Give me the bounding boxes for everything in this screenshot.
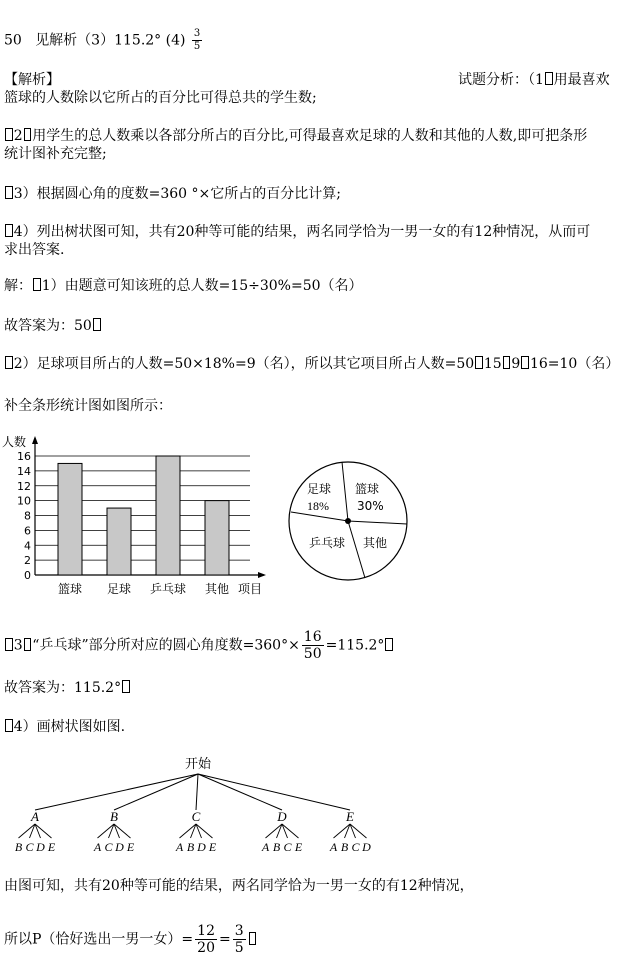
solution-4: 4）画树状图如图. bbox=[4, 718, 125, 736]
tree-leaf: D bbox=[36, 840, 45, 854]
analysis-p3: 3）根据圆心角的度数=360 °×它所占的百分比计算; bbox=[4, 185, 341, 203]
tree-root: 开始 bbox=[184, 757, 212, 772]
pie-label-other: 其他 bbox=[363, 536, 388, 550]
bar-4 bbox=[205, 501, 229, 575]
tree-branch bbox=[35, 774, 198, 810]
analysis-line-1: 篮球的人数除以它所占的百分比可得总共的学生数; bbox=[4, 90, 317, 106]
tree-leaf: C bbox=[104, 840, 113, 854]
pie-label-football: 足球 bbox=[307, 482, 332, 496]
y-axis-label: 人数 bbox=[2, 435, 27, 449]
pie-pct-basketball: 30% bbox=[357, 499, 384, 513]
analysis-p4: 4）列出树状图可知，共有20种等可能的结果，两名同学恰为一男一女的有12种情况，从而可 bbox=[4, 223, 590, 241]
y-tick-label: 4 bbox=[24, 539, 31, 553]
y-tick-label: 10 bbox=[17, 494, 31, 508]
y-tick-label: 12 bbox=[17, 479, 31, 493]
pie-chart bbox=[285, 460, 415, 590]
tree-leaf: D bbox=[115, 840, 124, 854]
fraction-16-50: $\frac{16}{50}$ bbox=[303, 629, 322, 662]
y-tick-label: 2 bbox=[24, 554, 31, 568]
tree-branch bbox=[198, 774, 282, 810]
tree-leaf: E bbox=[208, 840, 217, 854]
answer-3: 故答案为：115.2° bbox=[4, 679, 131, 697]
y-tick-label: 16 bbox=[17, 450, 31, 463]
bar-chart bbox=[0, 430, 275, 600]
pie-label-basketball: 篮球 bbox=[355, 482, 380, 496]
tree-leaf: C bbox=[25, 840, 34, 854]
tree-node-C: C bbox=[191, 809, 201, 824]
answer-fraction: $\frac{3}{5}$ bbox=[193, 28, 201, 52]
tree-leaf: C bbox=[351, 840, 360, 854]
tree-leaf: A bbox=[93, 840, 102, 854]
x-axis-arrow bbox=[258, 572, 266, 578]
analysis-p4-cont: 求出答案. bbox=[4, 242, 65, 258]
pie-divider-2 bbox=[348, 521, 407, 524]
bar-3 bbox=[156, 456, 180, 575]
fraction-12-20: $\frac{12}{20}$ bbox=[197, 923, 215, 956]
analysis-p2-cont: 统计图补充完整; bbox=[4, 146, 107, 162]
solution-2: 2）足球项目所占的人数=50×18%=9（名），所以其它项目所占人数=50 15 9 16=10（名） bbox=[4, 355, 619, 373]
tree-leaf: B bbox=[14, 840, 23, 854]
tree-leaf: D bbox=[362, 840, 371, 854]
solution-1: 解： 1）由题意可知该班的总人数=15÷30%=50（名） bbox=[4, 278, 363, 294]
y-tick-label: 8 bbox=[24, 509, 31, 523]
x-category-label: 其他 bbox=[204, 582, 230, 596]
tree-node-E: E bbox=[346, 809, 354, 824]
tree-branch bbox=[114, 774, 198, 810]
tree-node-B: B bbox=[110, 809, 118, 824]
tree-node-A: A bbox=[31, 809, 39, 824]
probability-line: 所以P（恰好选出一男一女）= $\frac{12}{20}$ = $\frac{3}{5}$ bbox=[4, 924, 257, 955]
solution-4-result: 由图可知，共有20种等可能的结果，两名同学恰为一男一女的有12种情况， bbox=[4, 878, 474, 894]
tree-leaf: E bbox=[294, 840, 303, 854]
tree-leaf: D bbox=[197, 840, 206, 854]
bar-2 bbox=[107, 508, 131, 575]
analysis-p2: 2 用学生的总人数乘以各部分所占的百分比,可得最喜欢足球的人数和其他的人数,即可把条形 bbox=[4, 127, 587, 145]
y-axis-arrow bbox=[32, 436, 38, 444]
x-category-label: 篮球 bbox=[57, 582, 83, 596]
tree-leaf: C bbox=[283, 840, 292, 854]
tree-leaf: A bbox=[261, 840, 270, 854]
y-tick-label: 0 bbox=[24, 569, 31, 582]
y-tick-label: 14 bbox=[17, 464, 31, 478]
tree-leaf: E bbox=[126, 840, 135, 854]
tree-node-D: D bbox=[277, 809, 287, 824]
answer-1: 故答案为：50 bbox=[4, 317, 102, 335]
tree-leaf: B bbox=[186, 840, 195, 854]
solution-3: 3 “乒乓球”部分所对应的圆心角度数=360°× $\frac{16}{50}$ =115.2° bbox=[4, 630, 394, 661]
bar-1 bbox=[58, 463, 82, 575]
tree-diagram bbox=[0, 750, 400, 860]
tree-leaf: A bbox=[329, 840, 338, 854]
tree-leaf: A bbox=[175, 840, 184, 854]
answer-number: 50 bbox=[4, 32, 22, 49]
answer-line bbox=[4, 29, 204, 52]
answer-text: 见解析（3）115.2° (4) bbox=[35, 32, 186, 49]
analysis-tag: 【解析】 bbox=[4, 72, 60, 88]
pie-divider-4 bbox=[291, 512, 348, 521]
x-axis-label: 项目 bbox=[238, 582, 263, 596]
tree-leaf: B bbox=[340, 840, 349, 854]
pie-center bbox=[345, 518, 351, 524]
analysis-side: 试题分析：（1 用最喜欢 bbox=[458, 72, 610, 88]
fill-chart-text: 补全条形统计图如图所示： bbox=[4, 398, 172, 414]
pie-divider-1 bbox=[342, 462, 348, 521]
tree-branch bbox=[198, 774, 350, 810]
tree-leaf: E bbox=[47, 840, 56, 854]
tree-branch bbox=[196, 774, 198, 810]
fraction-3-5: $\frac{3}{5}$ bbox=[234, 923, 244, 956]
pie-label-pingpong: 乒乓球 bbox=[309, 536, 346, 550]
pie-pct-football: 18% bbox=[307, 499, 329, 513]
tree-leaf: B bbox=[272, 840, 281, 854]
y-tick-label: 6 bbox=[24, 524, 31, 538]
x-category-label: 乒乓球 bbox=[149, 582, 187, 596]
x-category-label: 足球 bbox=[106, 582, 132, 596]
